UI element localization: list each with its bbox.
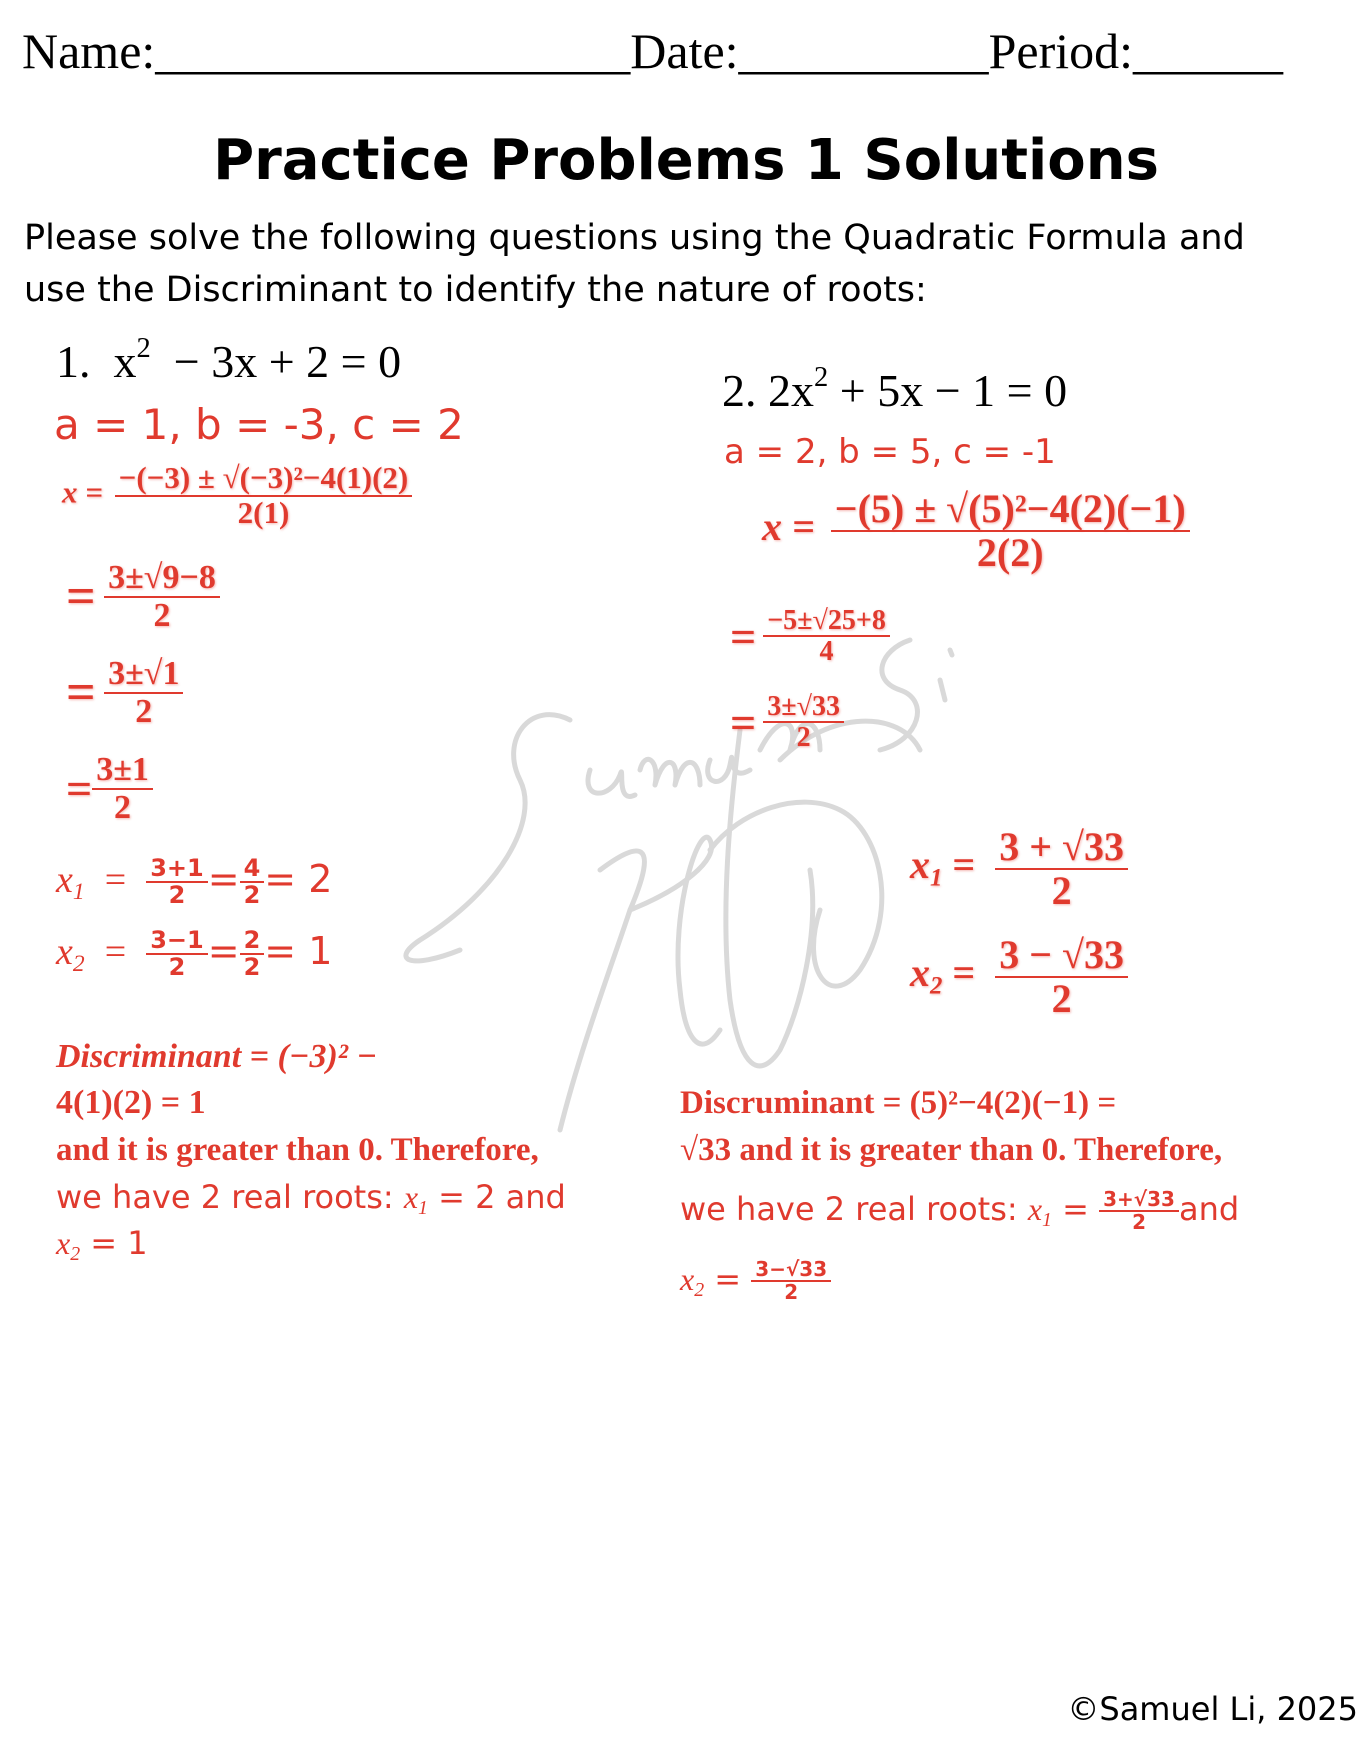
problem2-root-x2: $x_2$ = $\frac{3 - √33}{2}$ [910, 934, 1128, 1020]
problem1-x2-denominator-2: 2 [243, 953, 261, 982]
problem2-x2-denominator: 2 [1051, 976, 1072, 1021]
problem1-formula-denominator: 2(1) [237, 494, 290, 530]
problem1-x1-result: = 2 [264, 857, 333, 902]
problem2-quadratic-formula [762, 488, 1190, 574]
problem1-x1-numerator-2: 4 [240, 856, 265, 883]
problem1-x2-numerator-2: 2 [240, 928, 265, 955]
problem1-x2-numerator: 3−1 [146, 928, 208, 955]
problem2-disc-line-2: √33 and it is greater than 0. Therefore, [680, 1132, 1223, 1168]
copyright: ©Samuel Li, 2025 [1067, 1690, 1358, 1728]
problem2-number: 2. [722, 365, 757, 416]
problem2-disc-line-3: we have 2 real roots: $x_1$ = $\frac{3+√33}{2}$ and [680, 1187, 1240, 1234]
problem2-formula-denominator: 2(2) [976, 530, 1044, 575]
problem1-step2 [66, 656, 183, 729]
instructions-line-1: Please solve the following questions using the Quadratic Formula and [24, 218, 1245, 258]
problem1-equation: 1. $x^2 - 3x + 2 = 0$ [56, 333, 402, 387]
problem1-equals-3: = [66, 763, 93, 815]
problem2-step2-denominator: 2 [796, 722, 811, 754]
problem2-x2-numerator: 3 − √33 [995, 934, 1128, 978]
problem1-coefficients: a = 1, b = -3, c = 2 [54, 400, 464, 449]
problem1-quadratic-formula [62, 462, 412, 529]
problem1-discriminant [56, 1034, 656, 1266]
problem1-step1-numerator: 3±√9−8 [104, 560, 220, 598]
problem2-small-x1-denominator: 2 [1132, 1210, 1147, 1234]
problem2-step2-numerator: 3±√33 [763, 692, 844, 723]
problem1-disc-line-4: we have 2 real roots: $x_1 = 2$ and [56, 1178, 566, 1219]
period-field[interactable]: Period:______ [988, 23, 1283, 79]
problem1-formula-numerator: −(−3) ± √(−3)²−4(1)(2) [115, 462, 413, 497]
problem1-step2-denominator: 2 [135, 692, 153, 730]
problem1-step3-numerator: 3±1 [92, 752, 153, 790]
problem1-step2-numerator: 3±√1 [104, 656, 183, 694]
page-title: Practice Problems 1 Solutions [213, 128, 1159, 193]
problem1-step3 [66, 752, 153, 825]
problem1-x1-denominator-2: 2 [243, 881, 261, 910]
problem2-disc-line-4: $x_2$ = $\frac{3-√33}{2}$ [680, 1244, 1360, 1314]
problem1-x2-result: = 1 [264, 929, 333, 974]
problem2-formula-numerator: −(5) ± √(5)²−4(2)(−1) [831, 488, 1190, 532]
problem1-x-eq: x = [62, 474, 103, 510]
name-field[interactable]: Name:___________________ [22, 23, 631, 79]
problem2-x1-denominator: 2 [1051, 868, 1072, 913]
problem2-small-x1-numerator: 3+√33 [1099, 1189, 1179, 1212]
problem2-disc-line-1: Discruminant = (5)²−4(2)(−1) = [680, 1085, 1117, 1121]
problem2-x1-numerator: 3 + √33 [995, 826, 1128, 870]
problem2-step1 [730, 606, 890, 667]
date-field[interactable]: Date:__________ [630, 23, 989, 79]
problem2-small-x2-numerator: 3−√33 [751, 1259, 831, 1282]
problem1-equals-2: = [66, 664, 96, 722]
problem2-small-x2-denominator: 2 [784, 1280, 799, 1304]
problem1-number: 1. [56, 336, 91, 387]
problem2-x-eq: x = [762, 504, 815, 550]
problem1-x2-label: x [56, 931, 73, 974]
header-line [22, 22, 1283, 80]
problem2-step1-numerator: −5±√25+8 [763, 606, 890, 637]
problem2-coefficients: a = 2, b = 5, c = -1 [724, 432, 1056, 472]
instructions [24, 212, 1245, 316]
problem1-x2-denominator: 2 [168, 953, 186, 982]
problem2-equals-1: = [730, 610, 757, 662]
instructions-line-2: use the Discriminant to identify the nature of roots: [24, 270, 927, 310]
problem1-root-x1: $x_1$ = $\frac{3+1}{2}$ = $\frac{4}{2}$ = 2 [56, 854, 333, 910]
problem1-root-x2: $x_2$ = $\frac{3-1}{2}$ = $\frac{2}{2}$ = 1 [56, 926, 333, 982]
problem1-step1-denominator: 2 [153, 596, 171, 634]
problem1-disc-line-2: 4(1)(2) = 1 [56, 1084, 206, 1121]
problem1-equals-1: = [66, 568, 96, 626]
problem2-step1-denominator: 4 [819, 636, 834, 668]
problem1-disc-line-3: and it is greater than 0. Therefore, [56, 1132, 539, 1168]
problem1-x1-denominator: 2 [168, 881, 186, 910]
problem2-discriminant [680, 1080, 1360, 1314]
problem1-x1-label: x [56, 859, 73, 902]
problem2-step2 [730, 692, 844, 753]
problem2-root-x1: $x_1$ = $\frac{3 + √33}{2}$ [910, 826, 1128, 912]
problem1-x1-numerator: 3+1 [146, 856, 208, 883]
problem1-step1 [66, 560, 220, 633]
problem1-disc-line-5: $x_2 = 1$ [56, 1224, 148, 1265]
problem2-equation: 2. $2x^2 + 5x - 1 = 0$ [722, 362, 1068, 416]
problem2-equals-2: = [730, 696, 757, 748]
problem1-step3-denominator: 2 [114, 788, 132, 826]
problem1-disc-line-1: Discriminant = (−3)² − [56, 1038, 378, 1075]
